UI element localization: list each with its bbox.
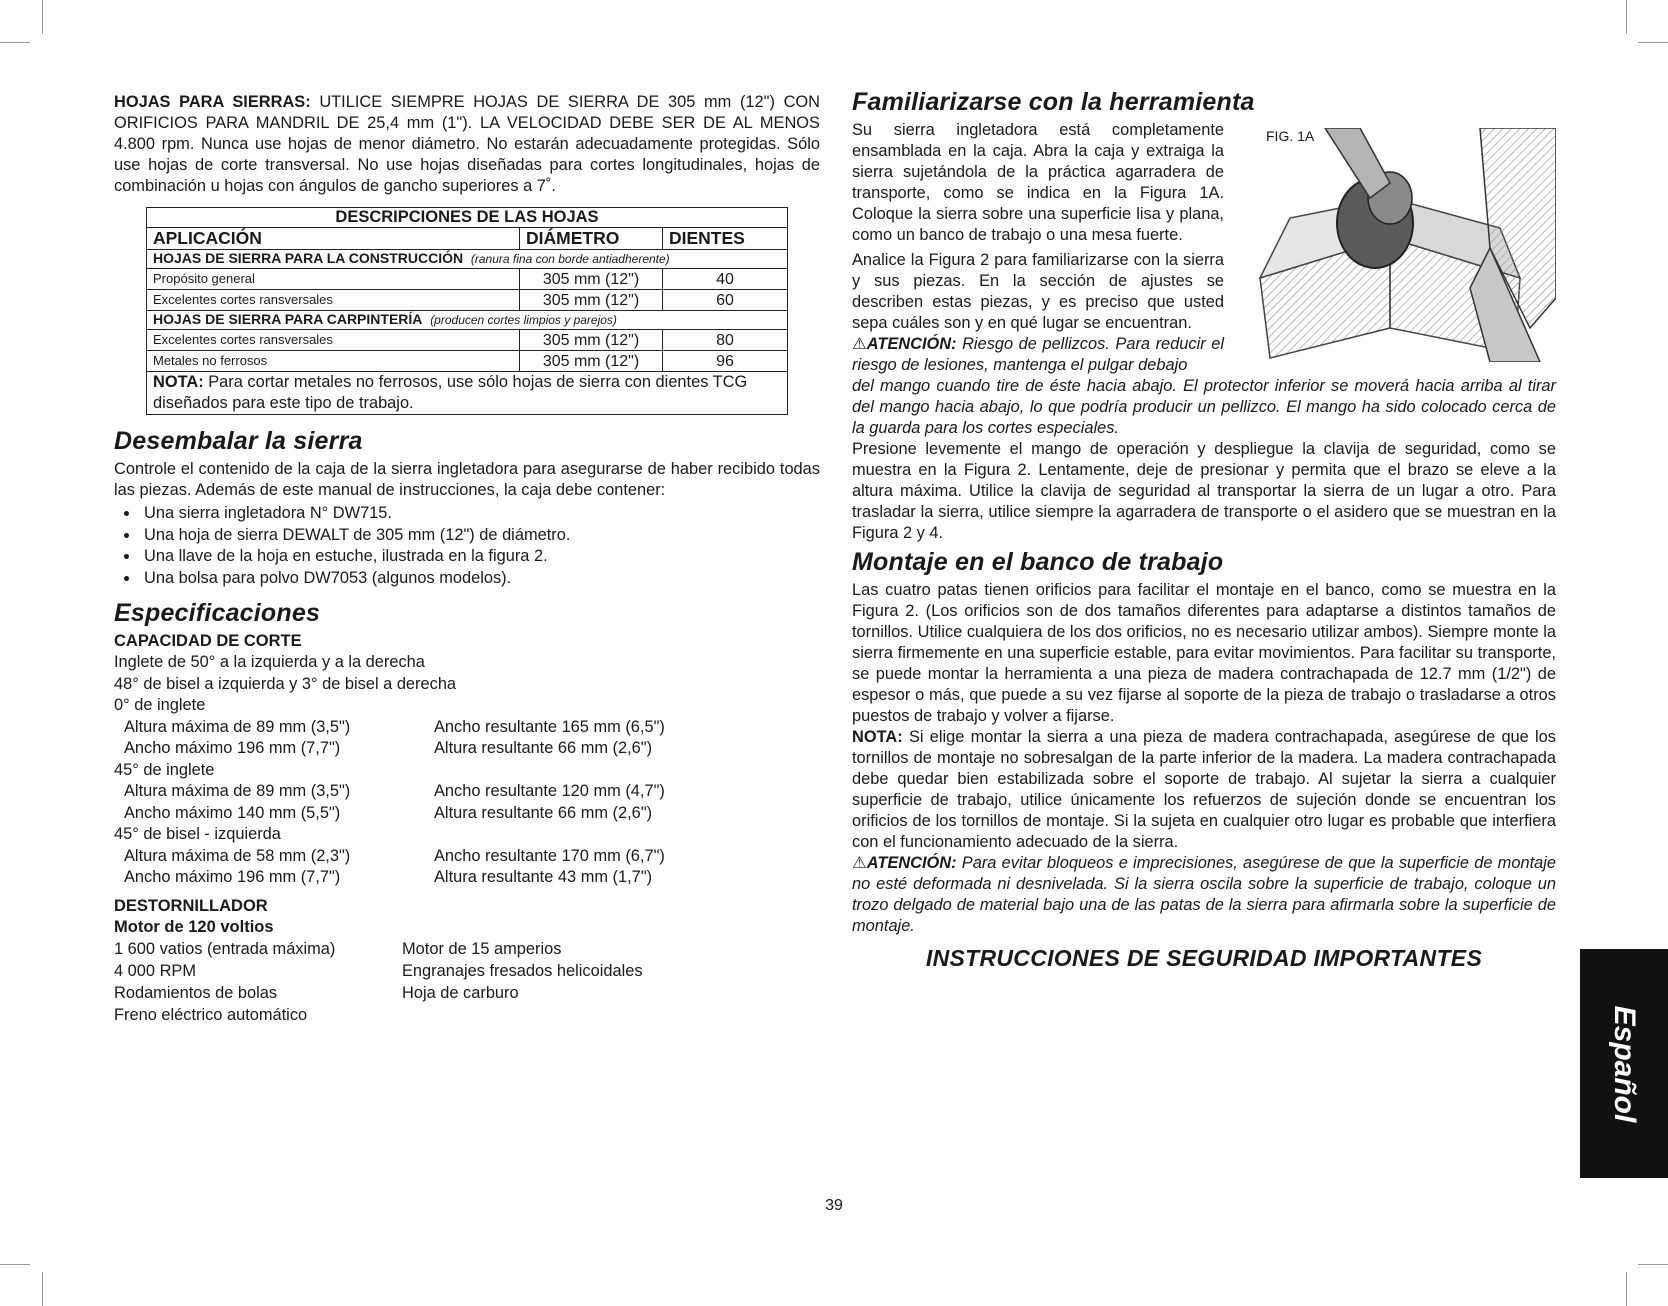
- specs-heading: Especificaciones: [114, 599, 321, 627]
- spec-group: 0° de inglete: [114, 696, 206, 714]
- spec-row: [114, 781, 820, 803]
- note-text: Si elige montar la sierra a una pieza de madera contrachapada, asegúrese de que los tornillos de montaje no sobresalgan de la parte inferior de la madera. La madera contrachapada debe quedar bien estabilizada sobre el soporte de trabajo. Al sujetar la sierra a cualquier superficie de trabajo, utilice únicamente los refuerzos de sujeción donde se encuentran los orificios de los tornillos de montaje. Si la sujeta en cualquier otro lugar es probable que interfiera con el funcionamiento adecuado de la sierra.: [852, 728, 1556, 851]
- crop-mark: [42, 0, 43, 34]
- cell-diameter: 305 mm (12"): [520, 290, 663, 311]
- motor-cell: Motor de 15 amperios: [402, 939, 562, 958]
- cell-application: Excelentes cortes ransversales: [147, 330, 520, 351]
- spec-cell: Ancho resultante 170 mm (6,7"): [434, 846, 665, 865]
- mounting-p1: Las cuatro patas tienen orificios para facilitar el montaje en el banco, como se muestra en la Figura 2. (Los orificios son de dos tamaños diferentes para adaptarse a distintos tamaños de tornillos. Utilice cualquiera de los dos orificios, no es necesario utilizar ambos). Siempre monte la sierra firmemente en una superficie estable, para evitar movimientos. Para facilitar su transporte, se puede montar la herramienta a una pieza de madera contrachapada de 12.7 mm (1/2") de espesor o más, que puede a su vez fijarse al soporte de la pieza de trabajo o trasladarse a otros puestos de trabajo y volver a fijarse.: [852, 581, 1556, 725]
- group-title: HOJAS DE SIERRA PARA LA CONSTRUCCIÓN: [153, 250, 464, 266]
- blades-paragraph: [114, 92, 820, 197]
- crop-mark: [1638, 42, 1668, 43]
- warning-text: Riesgo de pellizcos. Para reducir el riesgo de lesiones, mantenga el pulgar debajo: [852, 335, 1224, 374]
- spec-cell: Altura máxima de 89 mm (3,5"): [124, 717, 351, 736]
- group-note: (ranura fina con borde antiadherente): [470, 252, 670, 266]
- motor-cell: Freno eléctrico automático: [114, 1005, 308, 1024]
- box-contents-list: [114, 503, 820, 589]
- cell-teeth: 80: [663, 330, 788, 351]
- mounting-note: [852, 727, 1556, 853]
- warning-mounting: [852, 853, 1556, 937]
- spec-row: [114, 717, 820, 739]
- cell-diameter: 305 mm (12"): [520, 351, 663, 372]
- table-row: [147, 269, 788, 290]
- warning-icon: ⚠: [852, 854, 867, 872]
- familiarize-heading: Familiarizarse con la herramienta: [852, 88, 1255, 116]
- crop-mark: [1638, 1264, 1668, 1265]
- list-item: • Una llave de la hoja en estuche, ilustrada en la figura 2.: [140, 546, 820, 568]
- cell-diameter: 305 mm (12"): [520, 269, 663, 290]
- familiarize-p2: Analice la Figura 2 para familiarizarse con la sierra y sus piezas. En la sección de ajustes se describen estas piezas, y es preciso que usted sepa cuáles son y en qué lugar se encuentran.: [852, 251, 1224, 332]
- spec-row: [114, 803, 820, 825]
- cell-application: Excelentes cortes ransversales: [147, 290, 520, 311]
- capacity-heading: CAPACIDAD DE CORTE: [114, 632, 302, 650]
- figure-label: FIG. 1A: [1266, 128, 1315, 144]
- warning-icon: ⚠: [852, 335, 867, 353]
- safety-heading: INSTRUCCIONES DE SEGURIDAD IMPORTANTES: [925, 945, 1483, 971]
- crop-mark: [0, 1264, 30, 1265]
- warning-label: ATENCIÓN:: [866, 335, 957, 353]
- motor-heading: Motor de 120 voltios: [114, 917, 274, 936]
- spec-cell: Ancho resultante 120 mm (4,7"): [434, 782, 665, 800]
- familiarize-p1: Su sierra ingletadora está completamente ensamblada en la caja. Abra la caja y extraiga la sierra sujetándola de la práctica agarradera de transporte, como se indica en la Figura 1A. Coloque la sierra sobre una superficie lisa y plana, como un banco de trabajo o una mesa fuerte.: [852, 121, 1224, 244]
- spec-cell: Ancho máximo 196 mm (7,7"): [124, 868, 341, 886]
- motor-row: [114, 960, 820, 982]
- table-note: [147, 372, 788, 415]
- crop-mark: [1626, 1272, 1627, 1306]
- mounting-heading: Montaje en el banco de trabajo: [852, 548, 1224, 576]
- spec-row: [114, 846, 820, 868]
- cell-teeth: 60: [663, 290, 788, 311]
- spec-line: 48° de bisel a izquierda y 3° de bisel a derecha: [114, 674, 457, 693]
- cell-teeth: 40: [663, 269, 788, 290]
- unpack-text: Controle el contenido de la caja de la sierra ingletadora para asegurarse de haber recibido todas las piezas. Además de este manual de instrucciones, la caja debe contener:: [114, 460, 820, 499]
- crop-mark: [1626, 0, 1627, 34]
- left-column: [114, 92, 820, 1026]
- spec-cell: Altura resultante 66 mm (2,6"): [434, 739, 653, 757]
- table-row: [147, 351, 788, 372]
- warning-label: ATENCIÓN:: [866, 854, 957, 872]
- spec-cell: Altura máxima de 89 mm (3,5"): [124, 782, 351, 800]
- group-note: (producen cortes limpios y parejos): [430, 313, 617, 327]
- crop-mark: [42, 1272, 43, 1306]
- spec-group: 45° de bisel - izquierda: [114, 825, 281, 843]
- note-label: NOTA:: [153, 373, 204, 391]
- blades-text: UTILICE SIEMPRE HOJAS DE SIERRA DE 305 mm (12") CON ORIFICIOS PARA MANDRIL DE 25,4 mm (1"). LA VELOCIDAD DEBE SER DE AL MENOS 4.800 rpm. Nunca use hojas de menor diámetro. No estarán adecuadamente protegidas. Sólo use hojas de corte transversal. No use hojas diseñadas para cortes longitudinales, hojas de combinación u hojas con ángulos de gancho superiores a 7˚.: [114, 93, 820, 195]
- header-application: APLICACIÓN: [147, 228, 520, 250]
- table-row: [147, 330, 788, 351]
- motor-cell: Hoja de carburo: [402, 983, 519, 1002]
- spec-row: [114, 867, 820, 889]
- screwdriver-heading: DESTORNILLADOR: [114, 896, 268, 915]
- spec-group: 45° de inglete: [114, 760, 215, 779]
- spec-cell: Altura resultante 66 mm (2,6"): [434, 803, 653, 822]
- header-diameter: DIÁMETRO: [520, 228, 663, 250]
- list-item: • Una sierra ingletadora N° DW715.: [140, 503, 820, 525]
- spec-row: [114, 738, 820, 760]
- blade-descriptions-table: [146, 207, 788, 415]
- list-item: • Una bolsa para polvo DW7053 (algunos modelos).: [140, 568, 820, 590]
- header-teeth: DIENTES: [663, 228, 788, 250]
- spec-cell: Ancho resultante 165 mm (6,5"): [434, 717, 665, 736]
- warning-text: Para evitar bloqueos e imprecisiones, asegúrese de que la superficie de montaje no esté deformada ni desnivelada. Si la sierra oscila sobre la superficie de trabajo, coloque un trozo delgado de material bajo una de las patas de la sierra para afirmarla sobre la superficie de montaje.: [852, 854, 1556, 935]
- motor-row: [114, 1004, 820, 1026]
- spec-line: Inglete de 50° a la izquierda y a la derecha: [114, 653, 425, 671]
- list-item: • Una hoja de sierra DEWALT de 305 mm (12") de diámetro.: [140, 525, 820, 547]
- language-tab-label: Español: [1608, 1005, 1641, 1122]
- motor-cell: 1 600 vatios (entrada máxima): [114, 939, 336, 958]
- right-column: [852, 88, 1556, 972]
- spec-cell: Ancho máximo 140 mm (5,5"): [124, 803, 341, 822]
- language-tab: [1580, 949, 1668, 1178]
- cell-application: Propósito general: [147, 269, 520, 290]
- motor-cell: 4 000 RPM: [114, 961, 196, 980]
- table-group-carpentry: [147, 311, 788, 330]
- warning-pinch: [852, 334, 1224, 376]
- motor-row: [114, 938, 820, 960]
- blades-label: HOJAS PARA SIERRAS:: [114, 93, 311, 111]
- warning-pinch-cont: del mango cuando tire de éste hacia abajo. El protector inferior se moverá hacia arriba al tirar del mango hacia abajo, lo que podría producir un pellizco. El mango ha sido colocado cerca de la guarda para los cortes especiales.: [852, 377, 1556, 437]
- crop-mark: [0, 42, 30, 43]
- motor-cell: Rodamientos de bolas: [114, 983, 278, 1002]
- spec-cell: Ancho máximo 196 mm (7,7"): [124, 739, 341, 757]
- note-text: Para cortar metales no ferrosos, use sólo hojas de sierra con dientes TCG diseñados para este tipo de trabajo.: [153, 373, 748, 412]
- group-title: HOJAS DE SIERRA PARA CARPINTERÍA: [153, 311, 423, 327]
- table-row: [147, 290, 788, 311]
- page-number: 39: [825, 1197, 843, 1214]
- spec-cell: Altura máxima de 58 mm (2,3"): [124, 846, 351, 865]
- familiarize-p3: Presione levemente el mango de operación y despliegue la clavija de seguridad, como se muestra en la Figura 2. Lentamente, deje de presionar y permita que el brazo se eleve a la altura máxima. Utilice la clavija de seguridad al transportar la sierra de un lugar a otro. Para trasladar la sierra, utilice siempre la agarradera de transporte o el asidero que se muestran en la Figura 2 y 4.: [852, 440, 1556, 542]
- spec-cell: Altura resultante 43 mm (1,7"): [434, 868, 653, 886]
- cell-teeth: 96: [663, 351, 788, 372]
- motor-row: [114, 982, 820, 1004]
- note-label: NOTA:: [852, 728, 903, 746]
- unpack-heading: Desembalar la sierra: [114, 427, 363, 455]
- table-group-construction: [147, 250, 788, 269]
- motor-cell: Engranajes fresados helicoidales: [402, 961, 643, 980]
- table-caption: DESCRIPCIONES DE LAS HOJAS: [147, 208, 788, 228]
- cell-diameter: 305 mm (12"): [520, 330, 663, 351]
- cell-application: Metales no ferrosos: [147, 351, 520, 372]
